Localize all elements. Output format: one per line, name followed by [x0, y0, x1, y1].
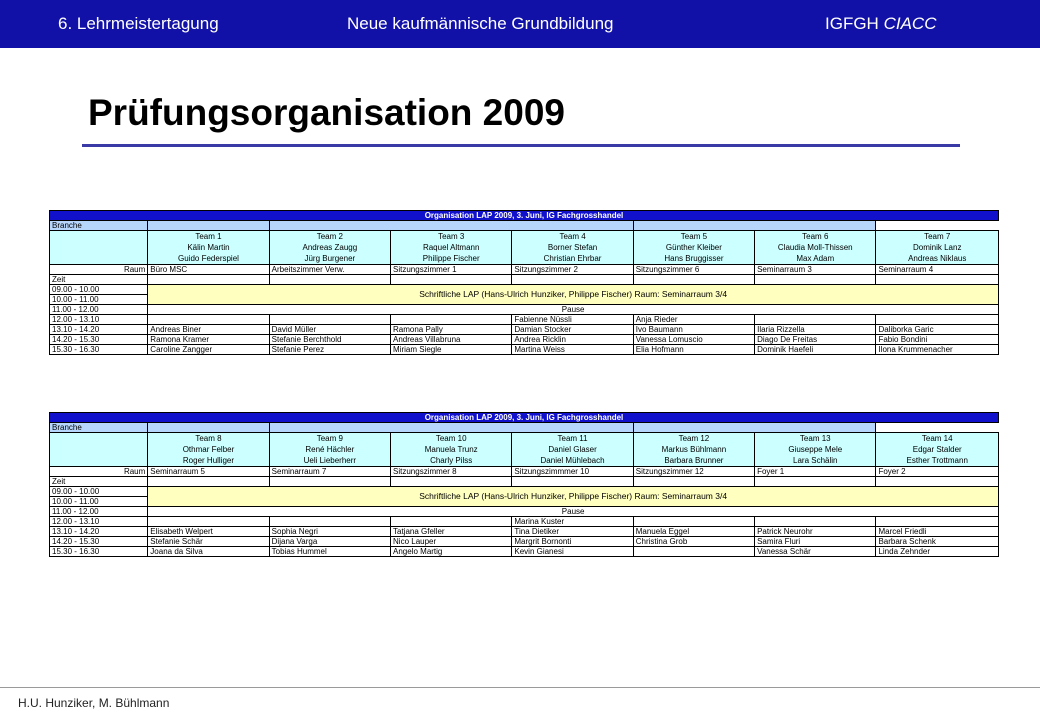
time-row	[50, 285, 999, 295]
candidate-cell: Fabio Bondini	[876, 335, 999, 345]
teams-row	[50, 433, 999, 467]
time-row	[50, 537, 999, 547]
branche-cell-3	[633, 423, 876, 433]
candidate-cell: Manuela Eggel	[633, 527, 754, 537]
table-heading: Organisation LAP 2009, 3. Juni, IG Fachgrosshandel	[50, 211, 999, 221]
team-name: Team 5	[680, 232, 708, 241]
candidate-cell: Joana da Silva	[148, 547, 269, 557]
candidate-cell	[391, 517, 512, 527]
candidate-cell: Sophia Negri	[269, 527, 390, 537]
candidate-cell: Tatjana Gfeller	[391, 527, 512, 537]
candidate-cell: Kevin Gianesi	[512, 547, 633, 557]
branche-cell-2	[269, 221, 633, 231]
candidate-cell: Vanessa Lomuscio	[633, 335, 754, 345]
team-cell	[633, 231, 754, 265]
time-row	[50, 507, 999, 517]
empty-cell	[148, 275, 269, 285]
time-slot: 14.20 - 15.30	[50, 537, 148, 547]
team-cell	[876, 433, 999, 467]
candidate-cell: Samira Fluri	[755, 537, 876, 547]
team-cell	[391, 433, 512, 467]
team-member: Christian Ehrbar	[543, 254, 602, 263]
page-title: Prüfungsorganisation 2009	[88, 92, 565, 133]
room-cell: Foyer 2	[876, 467, 999, 477]
team-name: Team 14	[921, 434, 953, 443]
teams-row	[50, 231, 999, 265]
header-org: IGFGH CIACC	[825, 14, 937, 33]
team-name: Team 6	[802, 232, 829, 241]
room-cell: Seminarraum 3	[755, 265, 876, 275]
team-member: Edgar Stalder	[912, 445, 962, 454]
team-cell	[755, 433, 876, 467]
empty-cell	[633, 275, 754, 285]
candidate-cell: Linda Zehnder	[876, 547, 999, 557]
team-member: Giuseppe Mele	[788, 445, 843, 454]
team-member: Barbara Brunner	[664, 456, 724, 465]
time-slot: 10.00 - 11.00	[50, 295, 148, 305]
time-label: Zeit	[50, 275, 148, 285]
candidate-cell: Andreas Villabruna	[391, 335, 512, 345]
candidate-cell	[755, 315, 876, 325]
empty-cell	[512, 477, 633, 487]
branche-cell-1	[148, 221, 269, 231]
team-cell	[148, 231, 269, 265]
team-name: Team 12	[678, 434, 710, 443]
candidate-cell: Stefanie Perez	[269, 345, 390, 355]
candidate-cell: Elisabeth Welpert	[148, 527, 269, 537]
empty-cell	[269, 477, 390, 487]
written-exam-cell: Schriftliche LAP (Hans-Ulrich Hunziker, Philippe Fischer) Raum: Seminarraum 3/4	[148, 285, 999, 305]
time-slot: 11.00 - 12.00	[50, 507, 148, 517]
empty-cell	[755, 477, 876, 487]
time-header-row	[50, 477, 999, 487]
time-slot: 09.00 - 10.00	[50, 487, 148, 497]
candidate-cell: Martina Weiss	[512, 345, 633, 355]
time-slot: 13.10 - 14.20	[50, 527, 148, 537]
candidate-cell: Nico Lauper	[391, 537, 512, 547]
time-slot: 12.00 - 13.10	[50, 517, 148, 527]
candidate-cell: David Müller	[269, 325, 390, 335]
team-member: Jürg Burgener	[304, 254, 356, 263]
team-name: Team 3	[438, 232, 465, 241]
candidate-cell	[269, 315, 390, 325]
schedule-table-1	[49, 210, 999, 355]
team-name: Team 2	[316, 232, 343, 241]
title-underline	[82, 144, 960, 147]
team-member: Max Adam	[796, 254, 835, 263]
empty-cell	[512, 275, 633, 285]
room-cell: Arbeitszimmer Verw.	[269, 265, 390, 275]
room-cell: Seminarraum 7	[269, 467, 390, 477]
team-member: Claudia Moll-Thissen	[777, 243, 853, 252]
branche-row	[50, 221, 999, 231]
candidate-cell: Marcel Friedli	[876, 527, 999, 537]
branche-cell-3	[633, 221, 876, 231]
team-cell	[755, 231, 876, 265]
time-slot: 15.30 - 16.30	[50, 547, 148, 557]
time-row	[50, 325, 999, 335]
team-name: Team 1	[195, 232, 222, 241]
branche-label: Branche	[50, 221, 148, 231]
room-label: Raum	[50, 265, 148, 275]
footer-authors: H.U. Hunziker, M. Bühlmann	[18, 696, 170, 710]
room-cell: Sitzungszimmer 2	[512, 265, 633, 275]
empty-cell	[876, 477, 999, 487]
candidate-cell: Tobias Hummel	[269, 547, 390, 557]
time-header-row	[50, 275, 999, 285]
team-member: Ueli Lieberherr	[303, 456, 357, 465]
empty-cell	[391, 477, 512, 487]
candidate-cell: Tina Dietiker	[512, 527, 633, 537]
team-cell	[148, 433, 269, 467]
team-member: Guido Federspiel	[178, 254, 239, 263]
candidate-cell: Anja Rieder	[633, 315, 754, 325]
time-label: Zeit	[50, 477, 148, 487]
heading-row	[50, 413, 999, 423]
candidate-cell: Vanessa Schär	[755, 547, 876, 557]
candidate-cell: Christina Grob	[633, 537, 754, 547]
candidate-cell	[633, 547, 754, 557]
candidate-cell: Marina Kuster	[512, 517, 633, 527]
room-cell: Büro MSC	[148, 265, 269, 275]
empty-cell	[633, 477, 754, 487]
candidate-cell: Andrea Ricklin	[512, 335, 633, 345]
heading-row	[50, 211, 999, 221]
room-cell: Sitzungszimmer 8	[391, 467, 512, 477]
room-cell: Sitzungszimmmer 10	[512, 467, 633, 477]
candidate-cell: Caroline Zangger	[148, 345, 269, 355]
schedule-table-2	[49, 412, 999, 557]
time-slot: 11.00 - 12.00	[50, 305, 148, 315]
time-slot: 15.30 - 16.30	[50, 345, 148, 355]
header-event: 6. Lehrmeistertagung	[58, 14, 219, 33]
team-member: Dominik Lanz	[912, 243, 962, 252]
candidate-cell	[148, 517, 269, 527]
candidate-cell: Miriam Siegle	[391, 345, 512, 355]
branche-cell-1	[148, 423, 269, 433]
candidate-cell: Daliborka Garic	[876, 325, 999, 335]
team-cell	[512, 231, 633, 265]
team-name: Team 4	[559, 232, 586, 241]
team-name: Team 13	[799, 434, 831, 443]
candidate-cell: Angelo Martig	[391, 547, 512, 557]
room-cell: Foyer 1	[755, 467, 876, 477]
team-member: Kälin Martin	[187, 243, 230, 252]
team-member: Günther Kleiber	[665, 243, 722, 252]
header-bar	[0, 0, 1040, 48]
time-slot: 09.00 - 10.00	[50, 285, 148, 295]
empty-cell	[391, 275, 512, 285]
team-member: Esther Trottmann	[906, 456, 968, 465]
candidate-cell: Ilaria Rizzella	[755, 325, 876, 335]
header-topic: Neue kaufmännische Grundbildung	[347, 14, 614, 33]
team-member: Roger Hulliger	[182, 456, 235, 465]
team-name: Team 8	[195, 434, 222, 443]
time-row	[50, 547, 999, 557]
candidate-cell	[391, 315, 512, 325]
team-cell	[876, 231, 999, 265]
room-row	[50, 265, 999, 275]
time-slot: 12.00 - 13.10	[50, 315, 148, 325]
team-member: Philippe Fischer	[422, 254, 480, 263]
team-member: Andreas Zaugg	[302, 243, 358, 252]
empty-cell	[755, 275, 876, 285]
pause-cell: Pause	[148, 507, 999, 517]
team-name: Team 9	[316, 434, 343, 443]
time-row	[50, 335, 999, 345]
time-slot: 10.00 - 11.00	[50, 497, 148, 507]
team-member: Lara Schälin	[793, 456, 838, 465]
candidate-cell: Barbara Schenk	[876, 537, 999, 547]
branche-cell-2	[269, 423, 633, 433]
teams-label-cell	[50, 433, 148, 467]
candidate-cell: Ilona Krummenacher	[876, 345, 999, 355]
room-cell: Seminarraum 4	[876, 265, 999, 275]
time-slot: 13.10 - 14.20	[50, 325, 148, 335]
empty-cell	[148, 477, 269, 487]
team-member: Markus Bühlmann	[661, 445, 727, 454]
team-cell	[512, 433, 633, 467]
time-row	[50, 527, 999, 537]
candidate-cell	[755, 517, 876, 527]
candidate-cell: Margrit Bornonti	[512, 537, 633, 547]
team-member: Borner Stefan	[547, 243, 598, 252]
candidate-cell: Ramona Kramer	[148, 335, 269, 345]
candidate-cell	[876, 315, 999, 325]
room-row	[50, 467, 999, 477]
candidate-cell: Andreas Biner	[148, 325, 269, 335]
team-member: Hans Bruggisser	[664, 254, 724, 263]
table-heading: Organisation LAP 2009, 3. Juni, IG Fachgrosshandel	[50, 413, 999, 423]
team-cell	[269, 231, 390, 265]
time-row	[50, 517, 999, 527]
team-member: Andreas Niklaus	[908, 254, 967, 263]
candidate-cell: Stefanie Schär	[148, 537, 269, 547]
candidate-cell: Dijana Varga	[269, 537, 390, 547]
team-member: Daniel Mühlebach	[540, 456, 605, 465]
time-row	[50, 305, 999, 315]
room-cell: Seminarraum 5	[148, 467, 269, 477]
candidate-cell	[876, 517, 999, 527]
team-name: Team 11	[557, 434, 588, 443]
candidate-cell: Ramona Pally	[391, 325, 512, 335]
time-row	[50, 345, 999, 355]
team-member: Othmar Felber	[182, 445, 235, 454]
branche-label: Branche	[50, 423, 148, 433]
candidate-cell	[633, 517, 754, 527]
candidate-cell: Dominik Haefeli	[755, 345, 876, 355]
candidate-cell: Patrick Neurohr	[755, 527, 876, 537]
candidate-cell	[269, 517, 390, 527]
time-slot: 14.20 - 15.30	[50, 335, 148, 345]
team-member: Raquel Altmann	[422, 243, 480, 252]
team-member: Manuela Trunz	[424, 445, 478, 454]
team-name: Team 10	[435, 434, 467, 443]
branche-row	[50, 423, 999, 433]
teams-label-cell	[50, 231, 148, 265]
candidate-cell: Damian Stocker	[512, 325, 633, 335]
room-cell: Sitzungszimmer 1	[391, 265, 512, 275]
team-name: Team 7	[924, 232, 951, 241]
room-label: Raum	[50, 467, 148, 477]
candidate-cell: Fabienne Nüssli	[512, 315, 633, 325]
time-row	[50, 315, 999, 325]
candidate-cell: Diago De Freitas	[755, 335, 876, 345]
pause-cell: Pause	[148, 305, 999, 315]
team-member: Charly Pilss	[430, 456, 473, 465]
time-row	[50, 487, 999, 497]
room-cell: Sitzungszimmer 6	[633, 265, 754, 275]
team-member: Daniel Glaser	[548, 445, 597, 454]
candidate-cell	[148, 315, 269, 325]
empty-cell	[876, 275, 999, 285]
written-exam-cell: Schriftliche LAP (Hans-Ulrich Hunziker, Philippe Fischer) Raum: Seminarraum 3/4	[148, 487, 999, 507]
team-cell	[633, 433, 754, 467]
empty-cell	[269, 275, 390, 285]
room-cell: Sitzungszimmer 12	[633, 467, 754, 477]
candidate-cell: Ivo Baumann	[633, 325, 754, 335]
team-cell	[391, 231, 512, 265]
team-cell	[269, 433, 390, 467]
footer-divider	[0, 687, 1040, 688]
team-member: René Hächler	[305, 445, 355, 454]
candidate-cell: Stefanie Berchthold	[269, 335, 390, 345]
candidate-cell: Elia Hofmann	[633, 345, 754, 355]
